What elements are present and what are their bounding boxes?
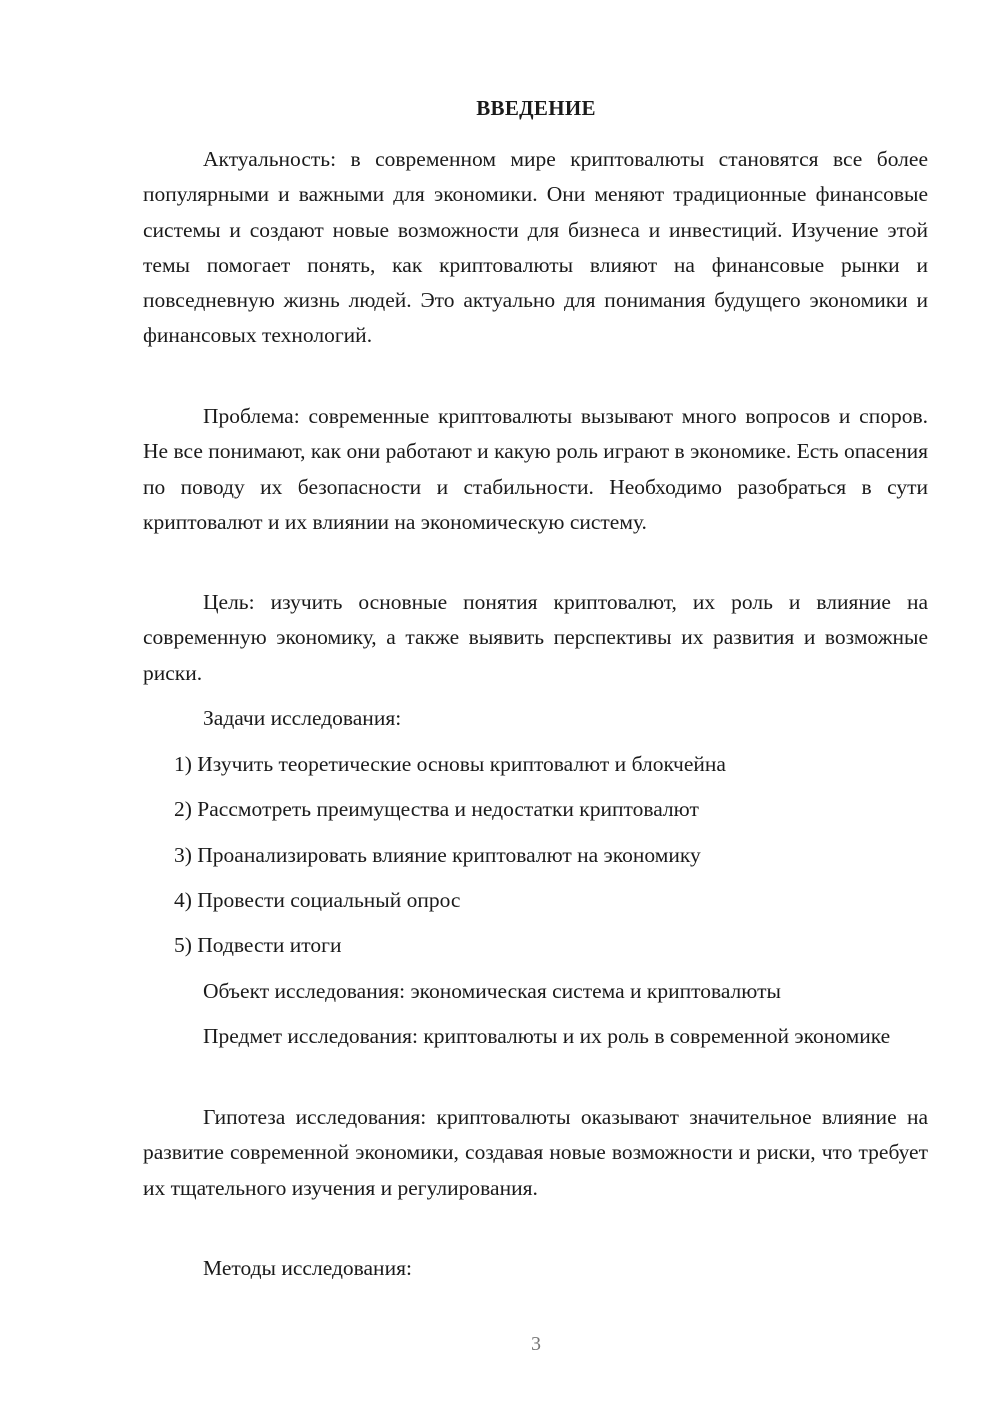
research-hypothesis: Гипотеза исследования: криптовалюты оказывают значительное влияние на развитие современной экономики, создавая новые возможности и риски, что требует их тщательного изучения и регулирования. — [143, 1105, 928, 1200]
tasks-heading: Задачи исследования: — [203, 706, 402, 730]
task-item-4: 4) Провести социальный опрос — [174, 888, 461, 912]
paragraph-problem: Проблема: современные криптовалюты вызывают много вопросов и споров. Не все понимают, как они работают и какую роль играют в экономике. Есть опасения по поводу их безопасности и стабильности. Необходимо разобраться в сути криптовалют и их влиянии на экономическую систему. — [143, 404, 928, 534]
page-number: 3 — [531, 1333, 541, 1355]
task-item-2: 2) Рассмотреть преимущества и недостатки криптовалют — [174, 797, 699, 821]
methods-heading: Методы исследования: — [203, 1256, 412, 1280]
section-title: ВВЕДЕНИЕ — [476, 96, 596, 120]
task-item-5: 5) Подвести итоги — [174, 933, 342, 957]
task-item-1: 1) Изучить теоретические основы криптовалют и блокчейна — [174, 752, 726, 776]
paragraph-relevance: Актуальность: в современном мире криптовалюты становятся все более популярными и важными для экономики. Они меняют традиционные финансовые системы и создают новые возможности для бизнеса и инвестиций. Изучение этой темы помогает понять, как криптовалюты влияют на финансовые рынки и повседневную жизнь людей. Это актуально для понимания будущего экономики и финансовых технологий. — [143, 147, 928, 348]
paragraph-goal: Цель: изучить основные понятия криптовалют, их роль и влияние на современную экономику, а также выявить перспективы их развития и возможные риски. — [143, 590, 928, 685]
research-subject: Предмет исследования: криптовалюты и их роль в современной экономике — [203, 1024, 891, 1048]
task-item-3: 3) Проанализировать влияние криптовалют на экономику — [174, 843, 701, 867]
research-object: Объект исследования: экономическая система и криптовалюты — [203, 979, 781, 1003]
